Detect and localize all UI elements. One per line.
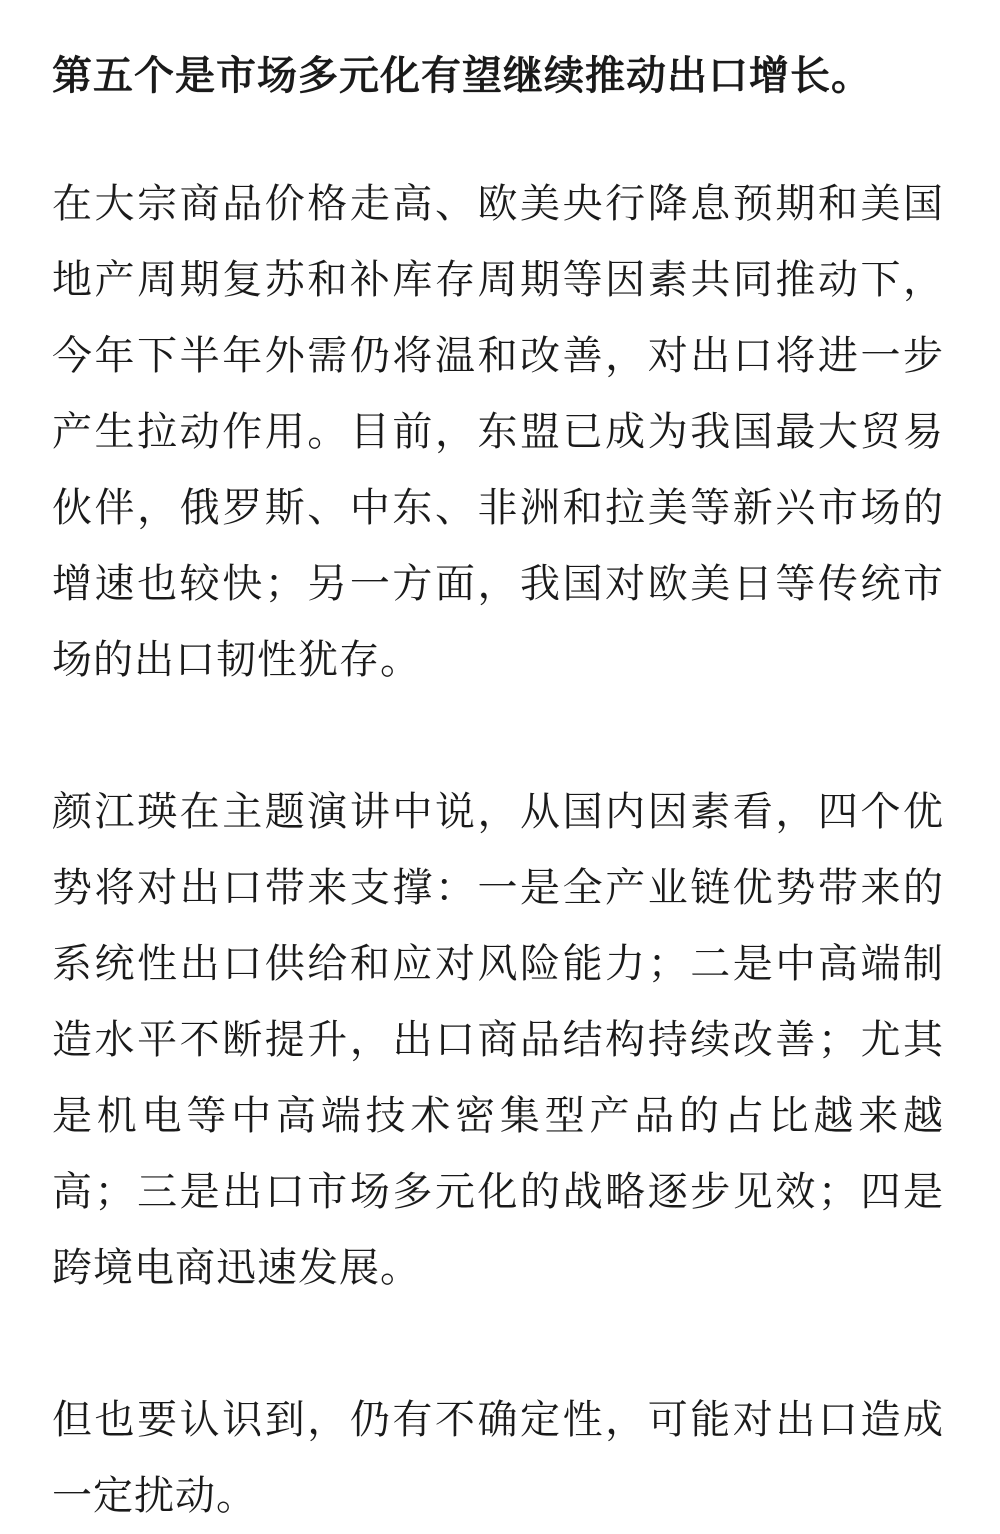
paragraph-line: 伙伴，俄罗斯、中东、非洲和拉美等新兴市场的 (52, 485, 944, 531)
paragraph-line: 是机电等中高端技术密集型产品的占比越来越 (52, 1093, 944, 1139)
paragraph-line: 场的出口韧性犹存。 (52, 637, 421, 683)
paragraph-line: 跨境电商迅速发展。 (52, 1245, 421, 1291)
paragraph-line: 颜江瑛在主题演讲中说，从国内因素看，四个优 (52, 789, 944, 835)
paragraph-line: 今年下半年外需仍将温和改善，对出口将进一步 (52, 333, 944, 379)
paragraph-line: 造水平不断提升，出口商品结构持续改善；尤其 (52, 1017, 944, 1063)
paragraph-line: 产生拉动作用。目前，东盟已成为我国最大贸易 (52, 409, 944, 455)
paragraph-line: 地产周期复苏和补库存周期等因素共同推动下， (52, 257, 944, 303)
paragraph-line: 系统性出口供给和应对风险能力；二是中高端制 (52, 941, 944, 987)
paragraph-line: 高；三是出口市场多元化的战略逐步见效；四是 (52, 1169, 944, 1215)
paragraph-2 (52, 774, 948, 1306)
paragraph-line: 在大宗商品价格走高、欧美央行降息预期和美国 (52, 181, 944, 227)
article-heading: 第五个是市场多元化有望继续推动出口增长。 (52, 53, 872, 99)
paragraph-1 (52, 166, 948, 698)
paragraph-line: 势将对出口带来支撑：一是全产业链优势带来的 (52, 865, 944, 911)
paragraph-line: 但也要认识到，仍有不确定性，可能对出口造成 (52, 1397, 944, 1443)
paragraph-3 (52, 1382, 948, 1534)
paragraph-line: 一定扰动。 (52, 1473, 257, 1519)
paragraph-line: 增速也较快；另一方面，我国对欧美日等传统市 (52, 561, 944, 607)
